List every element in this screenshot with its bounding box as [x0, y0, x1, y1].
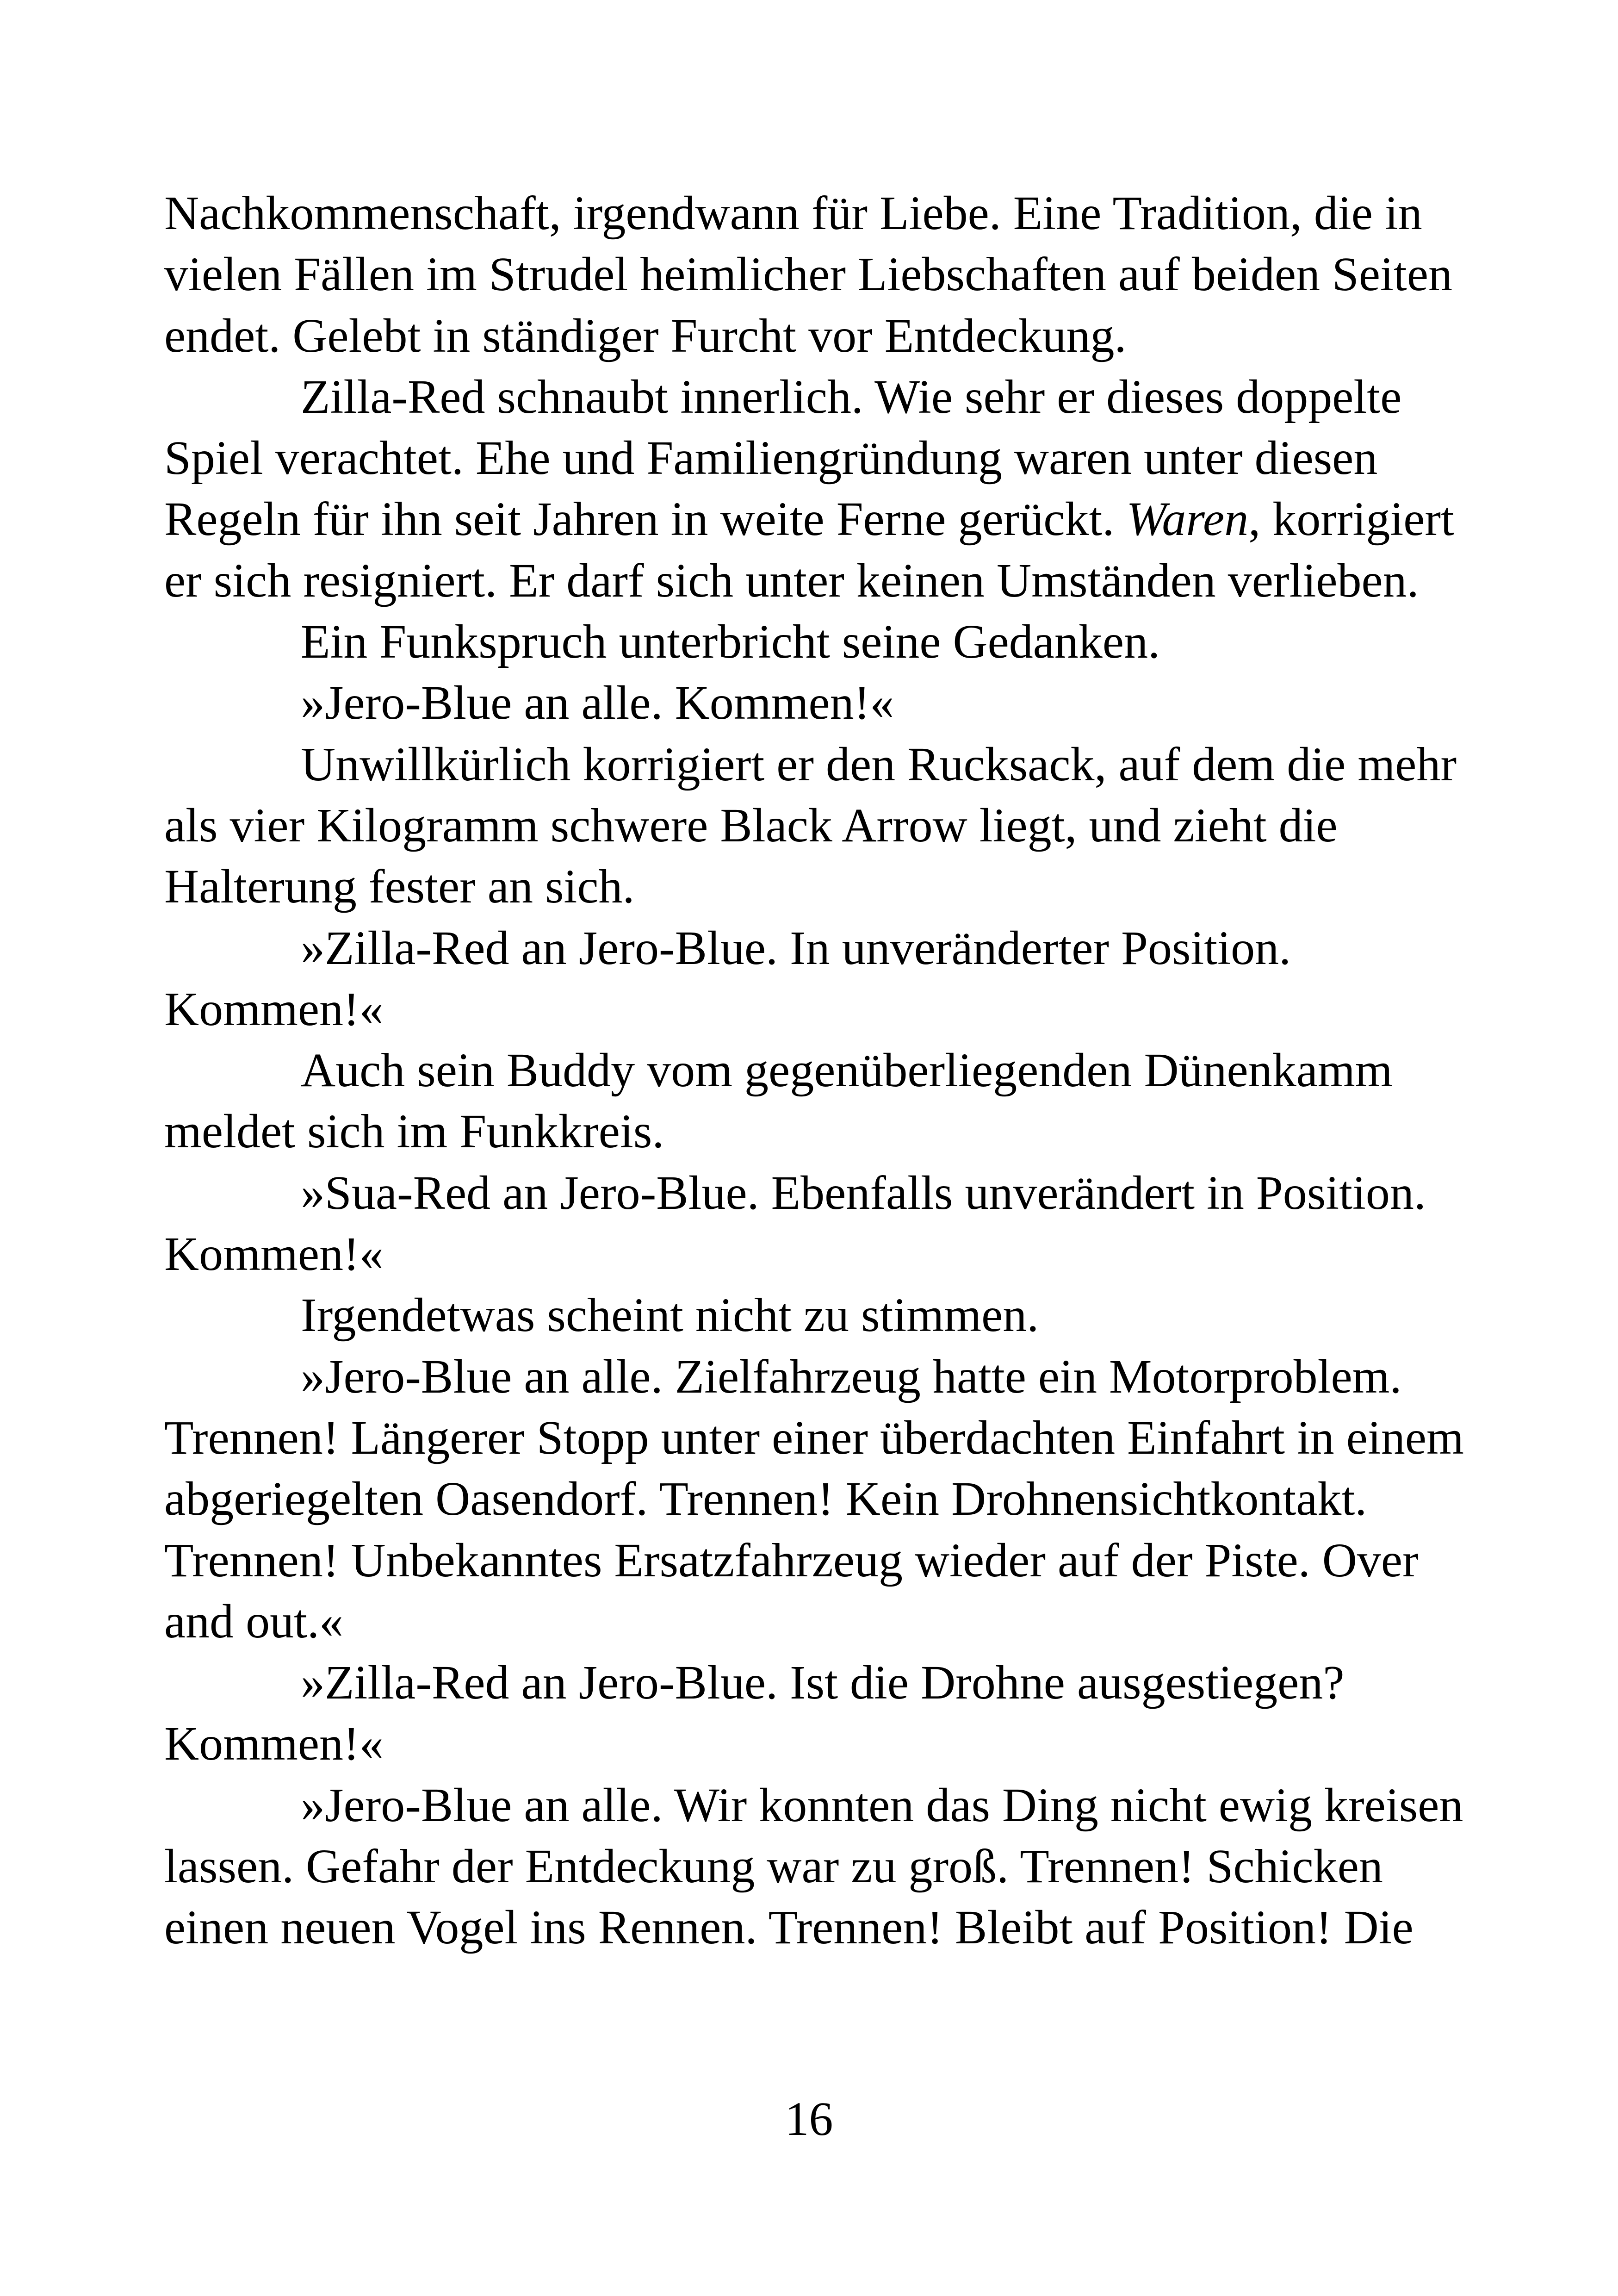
text-line: vielen Fällen im Strudel heimlicher Liebschaften auf beiden Seiten	[164, 248, 1452, 301]
paragraph-start-line: Irgendetwas scheint nicht zu stimmen.	[301, 1288, 1039, 1342]
paragraph-start-line: »Jero-Blue an alle. Wir konnten das Ding nicht ewig kreisen	[301, 1778, 1463, 1832]
text-line: endet. Gelebt in ständiger Furcht vor Entdeckung.	[164, 309, 1127, 362]
text-line: er sich resigniert. Er darf sich unter keinen Umständen verlieben.	[164, 554, 1419, 607]
text-line: Trennen! Unbekanntes Ersatzfahrzeug wieder auf der Piste. Over	[164, 1533, 1419, 1587]
paragraph-start-line: Zilla-Red schnaubt innerlich. Wie sehr er dieses doppelte	[301, 370, 1402, 423]
line-text-before-emphasis: Regeln für ihn seit Jahren in weite Ferne gerückt.	[164, 492, 1127, 546]
paragraph-start-line: Ein Funkspruch unterbricht seine Gedanken.	[301, 615, 1160, 669]
text-line: lassen. Gefahr der Entdeckung war zu groß. Trennen! Schicken	[164, 1840, 1383, 1893]
text-line: meldet sich im Funkkreis.	[164, 1105, 664, 1158]
body-text	[164, 183, 1464, 1959]
text-line: Kommen!«	[164, 1717, 384, 1771]
text-line: Halterung fester an sich.	[164, 860, 635, 914]
text-line: and out.«	[164, 1594, 344, 1648]
text-line: einen neuen Vogel ins Rennen. Trennen! Bleibt auf Position! Die	[164, 1901, 1413, 1954]
paragraph-start-line: Unwillkürlich korrigiert er den Rucksack, auf dem die mehr	[301, 737, 1457, 791]
text-line: Nachkommenschaft, irgendwann für Liebe. Eine Tradition, die in	[164, 187, 1422, 240]
paragraph-start-line: »Zilla-Red an Jero-Blue. Ist die Drohne ausgestiegen?	[301, 1656, 1345, 1710]
emphasized-word: Waren	[1126, 492, 1249, 546]
paragraph-start-line: »Zilla-Red an Jero-Blue. In unveränderter Position.	[301, 921, 1291, 975]
text-line: Kommen!«	[164, 1227, 384, 1281]
text-line: abgeriegelten Oasendorf. Trennen! Kein Drohnensichtkontakt.	[164, 1472, 1367, 1526]
text-line: Trennen! Längerer Stopp unter einer überdachten Einfahrt in einem	[164, 1411, 1464, 1464]
text-line: Kommen!«	[164, 982, 384, 1036]
paragraph-start-line: Auch sein Buddy vom gegenüberliegenden Dünenkamm	[301, 1044, 1393, 1097]
paragraph-start-line: »Jero-Blue an alle. Kommen!«	[301, 676, 894, 730]
paragraph-start-line: »Jero-Blue an alle. Zielfahrzeug hatte ein Motorproblem.	[301, 1350, 1402, 1403]
text-line: als vier Kilogramm schwere Black Arrow liegt, und zieht die	[164, 798, 1338, 852]
paragraph-start-line: »Sua-Red an Jero-Blue. Ebenfalls unverändert in Position.	[301, 1166, 1426, 1220]
text-line: Spiel verachtet. Ehe und Familiengründung waren unter diesen	[164, 431, 1378, 485]
line-text-after-emphasis: , korrigiert	[1248, 492, 1454, 546]
page-number: 16	[785, 2092, 833, 2146]
text-line-with-emphasis	[164, 489, 1460, 550]
